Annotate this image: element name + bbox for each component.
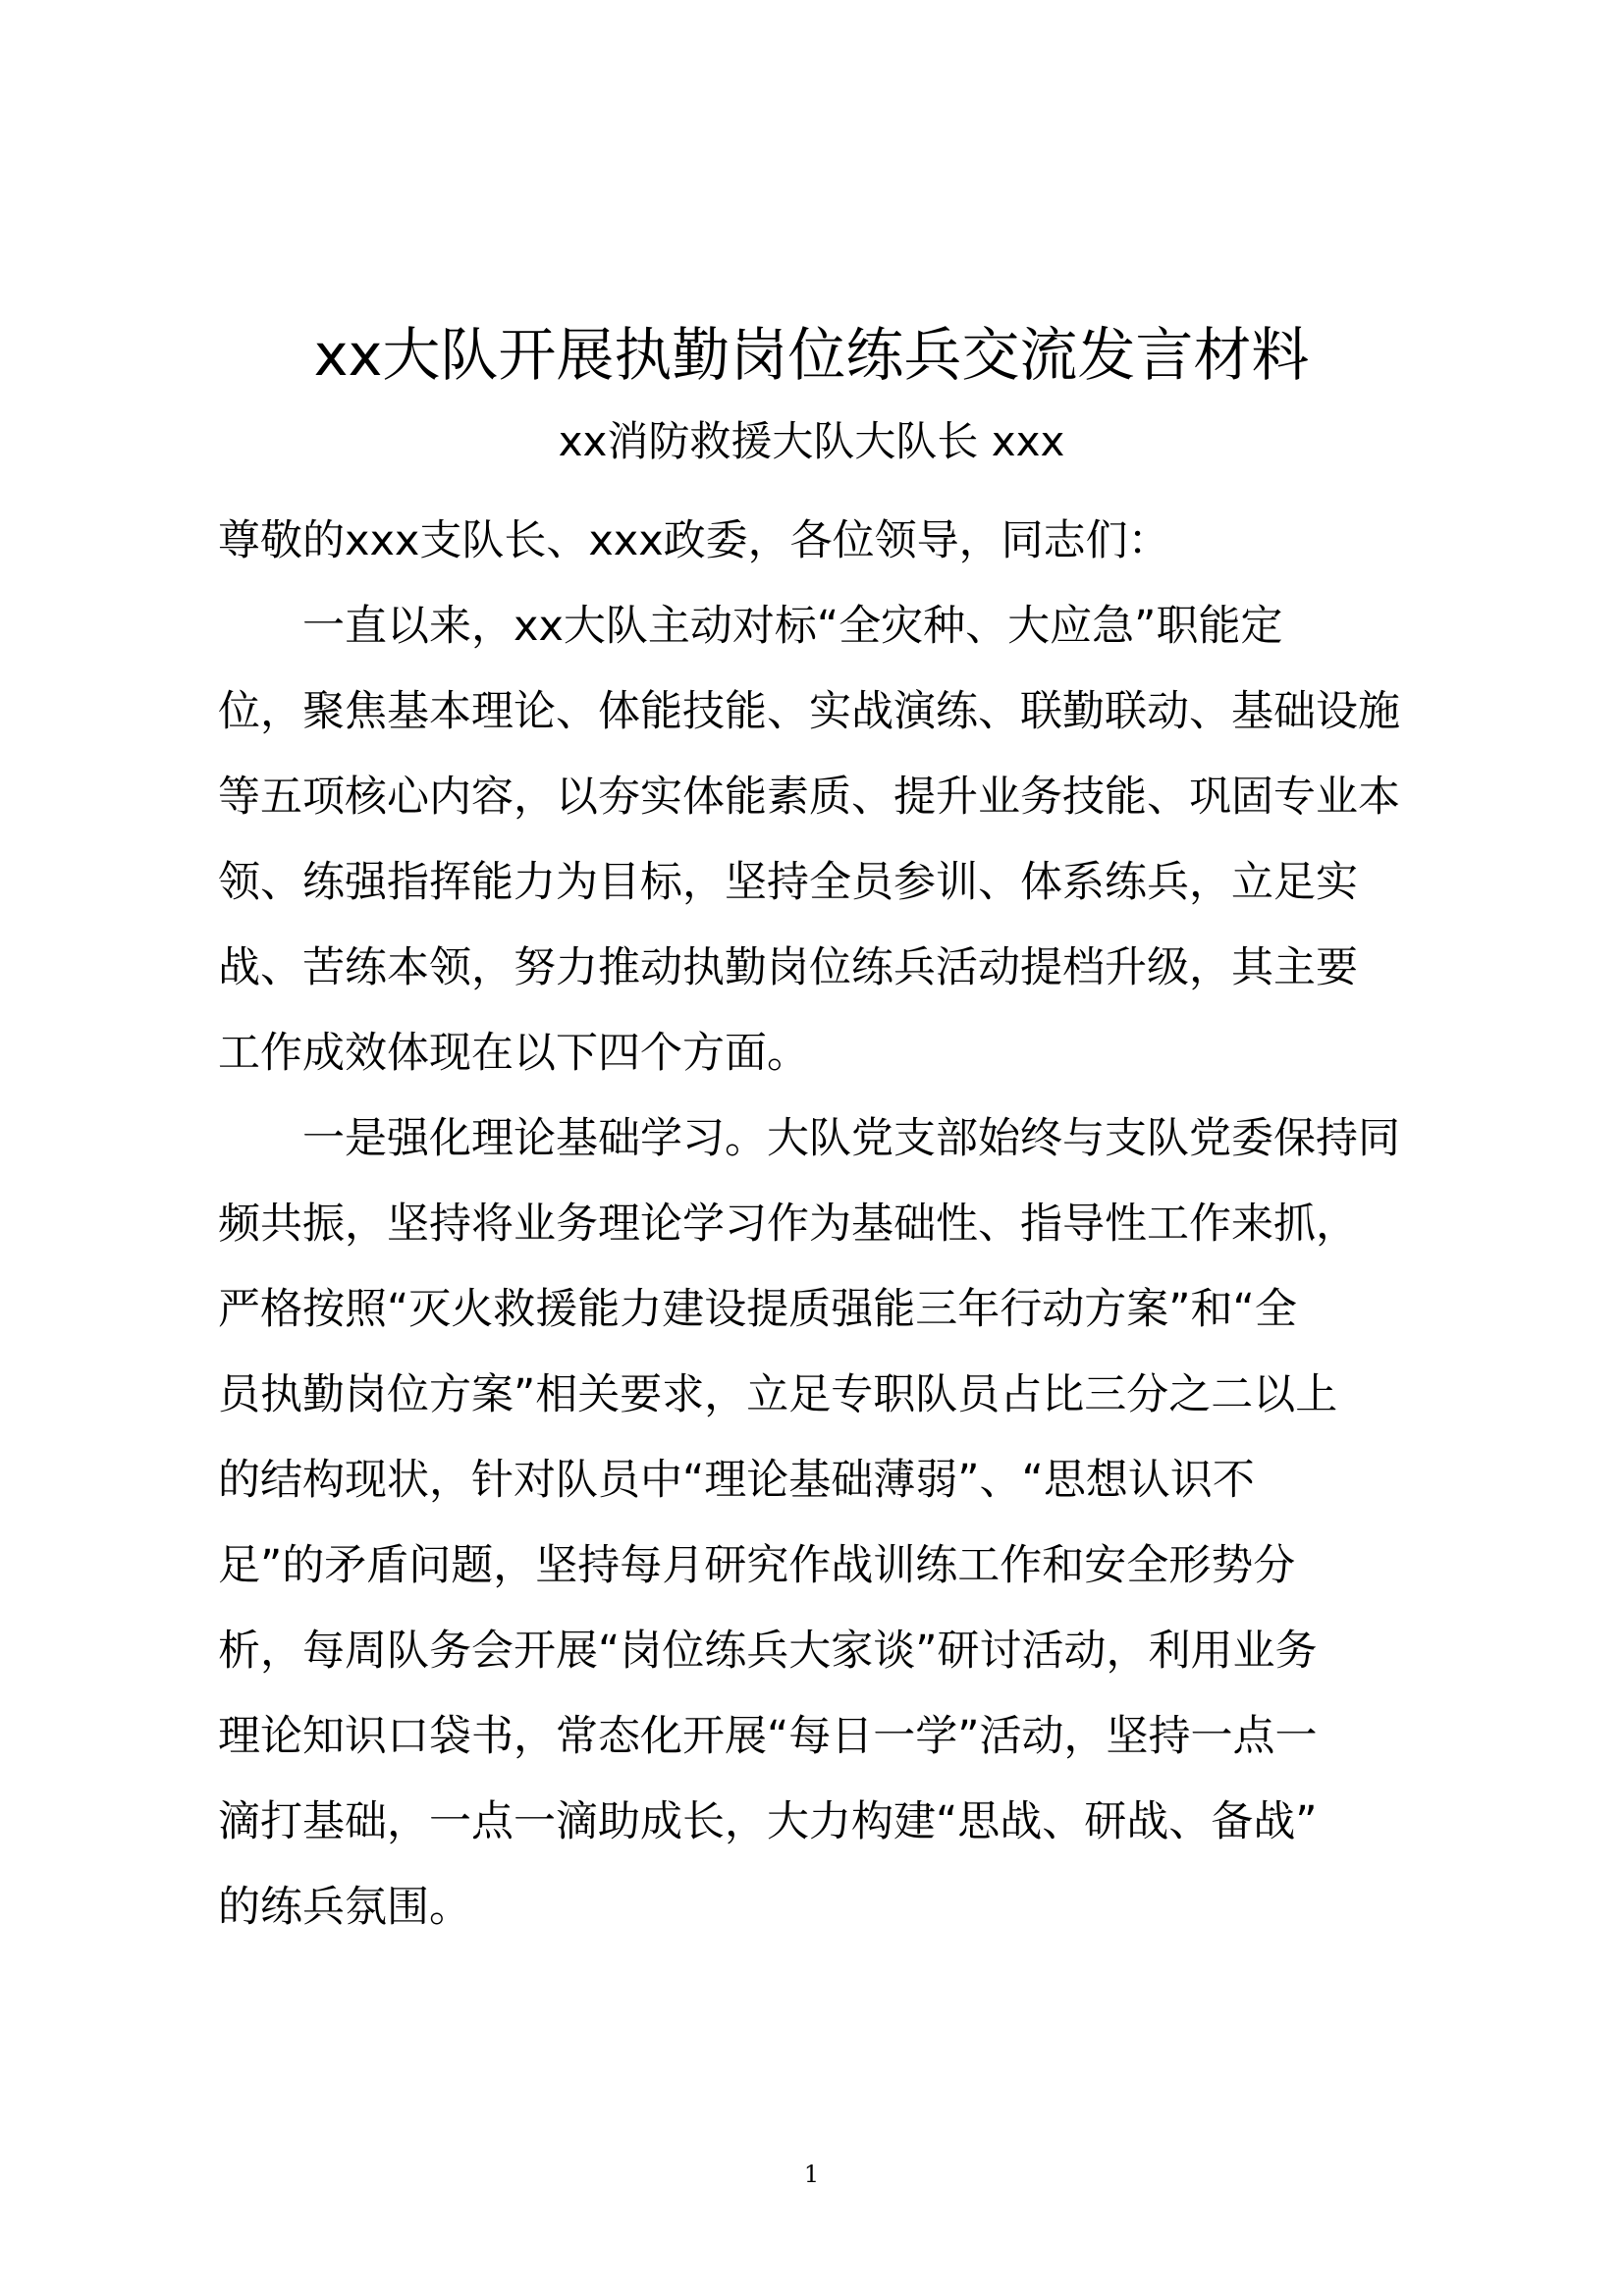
document-title: xx大队开展执勤岗位练兵交流发言材料 [313,321,1310,389]
paragraph-line: 领、练强指挥能力为目标，坚持全员参训、体系练兵，立足实 [218,858,1358,907]
salutation: 尊敬的xxx支队长、xxx政委，各位领导，同志们： [218,516,1170,565]
paragraph-line: 滴打基础，一点一滴助成长，大力构建“思战、研战、备战” [218,1797,1318,1846]
document-body [218,499,1435,1950]
paragraph-line: 的练兵氛围。 [218,1883,471,1932]
paragraph-2 [218,1096,1435,1950]
paragraph-line: 位，聚焦基本理论、体能技能、实战演练、联勤联动、基础设施 [218,687,1400,736]
paragraph-line: 严格按照“灭火救援能力建设提质强能三年行动方案”和“全 [218,1285,1297,1334]
document-subtitle: xx消防救援大队大队长 xxx [558,417,1065,465]
paragraph-1 [218,584,1435,1096]
paragraph-line: 一直以来，xx大队主动对标“全灾种、大应急”职能定 [302,602,1283,651]
paragraph-line: 战、苦练本领，努力推动执勤岗位练兵活动提档升级，其主要 [218,943,1358,992]
page-number: 1 [803,2161,820,2188]
paragraph-line: 工作成效体现在以下四个方面。 [218,1029,809,1078]
paragraph-line: 足”的矛盾问题，坚持每月研究作战训练工作和安全形势分 [218,1541,1296,1590]
paragraph-line: 理论知识口袋书，常态化开展“每日一学”活动，坚持一点一 [218,1712,1318,1761]
paragraph-line: 析，每周队务会开展“岗位练兵大家谈”研讨活动，利用业务 [218,1627,1318,1676]
paragraph-line: 的结构现状，针对队员中“理论基础薄弱”、“思想认识不 [218,1456,1255,1505]
paragraph-line: 员执勤岗位方案”相关要求，立足专职队员占比三分之二以上 [218,1370,1338,1419]
paragraph-line: 一是强化理论基础学习。大队党支部始终与支队党委保持同 [302,1114,1400,1163]
paragraph-line: 频共振，坚持将业务理论学习作为基础性、指导性工作来抓， [218,1200,1358,1249]
paragraph-line: 等五项核心内容，以夯实体能素质、提升业务技能、巩固专业本 [218,773,1400,822]
